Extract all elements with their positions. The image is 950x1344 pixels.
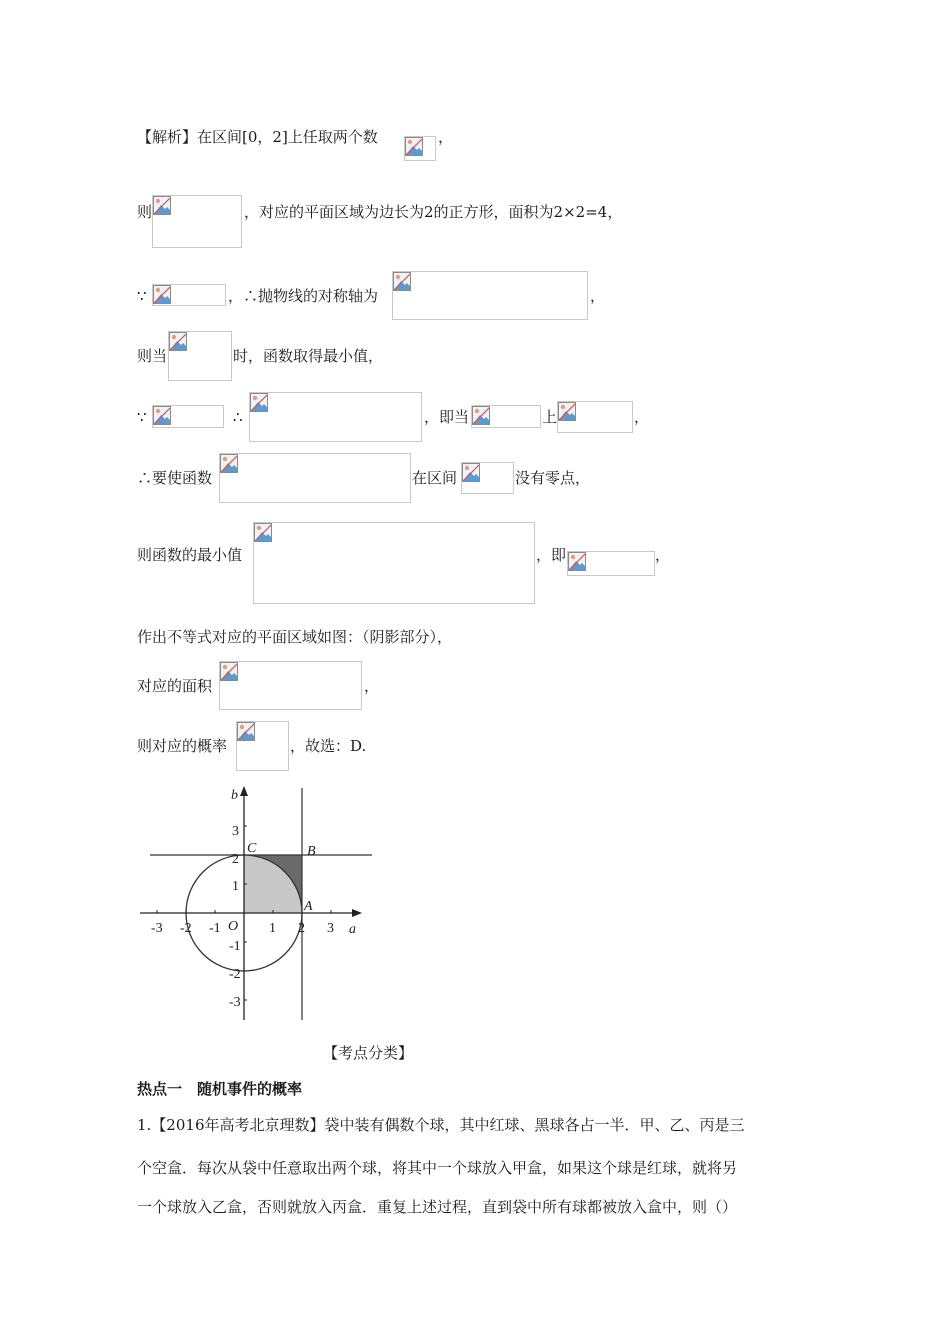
section-heading: 【考点分类】 — [323, 1044, 414, 1062]
y-tick: -2 — [229, 967, 241, 982]
text-segment: ， — [364, 677, 380, 695]
broken-image-icon — [568, 552, 586, 571]
x-tick: 3 — [327, 921, 334, 936]
text-line: ∵ — [137, 287, 147, 305]
text-segment: ，对应的平面区域为边长为2的正方形，面积为2×2=4， — [244, 203, 623, 221]
x-tick: -1 — [209, 921, 221, 936]
text-line: 对应的面积 — [137, 677, 213, 695]
broken-image-icon — [250, 393, 268, 412]
region-figure — [132, 780, 372, 1025]
text-line: ∵ — [137, 408, 147, 426]
x-axis-label: a — [349, 922, 356, 937]
broken-image-icon — [472, 406, 490, 425]
broken-image-icon — [393, 272, 411, 291]
formula-image-placeholder — [557, 401, 633, 433]
text-segment: ，即 — [536, 546, 567, 564]
x-tick: 1 — [269, 921, 276, 936]
broken-image-icon — [169, 332, 187, 351]
broken-image-icon — [237, 722, 255, 741]
text-segment: ，∴抛物线的对称轴为 — [228, 287, 379, 305]
text-line: 作出不等式对应的平面区域如图：（阴影部分）， — [137, 628, 453, 646]
formula-image-placeholder — [249, 392, 422, 442]
formula-image-placeholder — [404, 136, 436, 161]
text-line: ∴要使函数 — [137, 469, 213, 487]
formula-image-placeholder — [461, 462, 514, 494]
y-tick: 2 — [232, 852, 239, 867]
text-segment: 上 — [542, 408, 558, 426]
text-segment: ， — [634, 408, 650, 426]
y-axis-label: b — [231, 788, 238, 803]
broken-image-icon — [220, 662, 238, 681]
text-segment: ∴ — [233, 408, 243, 426]
text-segment: ，即当 — [424, 408, 470, 426]
y-tick: -1 — [229, 939, 241, 954]
formula-image-placeholder — [152, 405, 224, 428]
text-line: 则函数的最小值 — [137, 546, 243, 564]
text-segment: ，故选：D. — [290, 737, 367, 755]
text-segment: 没有零点， — [515, 469, 591, 487]
formula-image-placeholder — [253, 522, 535, 604]
broken-image-icon — [558, 402, 576, 421]
broken-image-icon — [254, 523, 272, 542]
y-axis-arrow — [240, 786, 248, 796]
point-b-label: B — [307, 844, 316, 859]
formula-image-placeholder — [168, 331, 232, 381]
origin-label: O — [228, 919, 239, 934]
formula-image-placeholder — [236, 721, 289, 771]
problem-line: 1.【2016年高考北京理数】袋中装有偶数个球，其中红球、黑球各占一半．甲、乙、丙是三 — [137, 1116, 745, 1134]
formula-image-placeholder — [392, 271, 588, 320]
formula-image-placeholder — [219, 661, 362, 710]
x-tick: -3 — [151, 921, 163, 936]
point-a-label: A — [304, 899, 313, 914]
broken-image-icon — [153, 285, 171, 304]
formula-image-placeholder — [567, 551, 655, 576]
hotspot-heading: 热点一 随机事件的概率 — [137, 1080, 303, 1098]
broken-image-icon — [462, 463, 480, 482]
broken-image-icon — [220, 454, 238, 473]
x-axis-arrow — [352, 909, 362, 917]
x-tick: -2 — [180, 921, 192, 936]
y-tick: 3 — [232, 824, 239, 839]
text-segment: ， — [655, 546, 671, 564]
broken-image-icon — [405, 137, 423, 156]
text-segment: 时，函数取得最小值， — [233, 347, 384, 365]
x-tick: 2 — [298, 921, 305, 936]
text-line: 则对应的概率 — [137, 737, 228, 755]
broken-image-icon — [153, 196, 171, 215]
formula-image-placeholder — [219, 453, 411, 503]
text-segment: ， — [438, 128, 454, 146]
text-line: 则当 — [137, 347, 168, 365]
formula-image-placeholder — [471, 405, 541, 428]
problem-line: 一个球放入乙盒，否则就放入丙盒．重复上述过程，直到袋中所有球都被放入盒中，则（） — [137, 1198, 738, 1216]
text-segment: ， — [590, 287, 606, 305]
broken-image-icon — [153, 406, 171, 425]
y-tick: 1 — [232, 879, 239, 894]
text-line: 【解析】在区间[0，2]上任取两个数 — [137, 128, 378, 146]
y-tick: -3 — [229, 995, 241, 1010]
text-line: 则 — [137, 203, 153, 221]
problem-line: 个空盒．每次从袋中任意取出两个球，将其中一个球放入甲盒，如果这个球是红球，就将另 — [137, 1159, 738, 1177]
point-c-label: C — [247, 841, 257, 856]
formula-image-placeholder — [152, 284, 226, 306]
formula-image-placeholder — [152, 195, 242, 248]
text-segment: 在区间 — [412, 469, 458, 487]
